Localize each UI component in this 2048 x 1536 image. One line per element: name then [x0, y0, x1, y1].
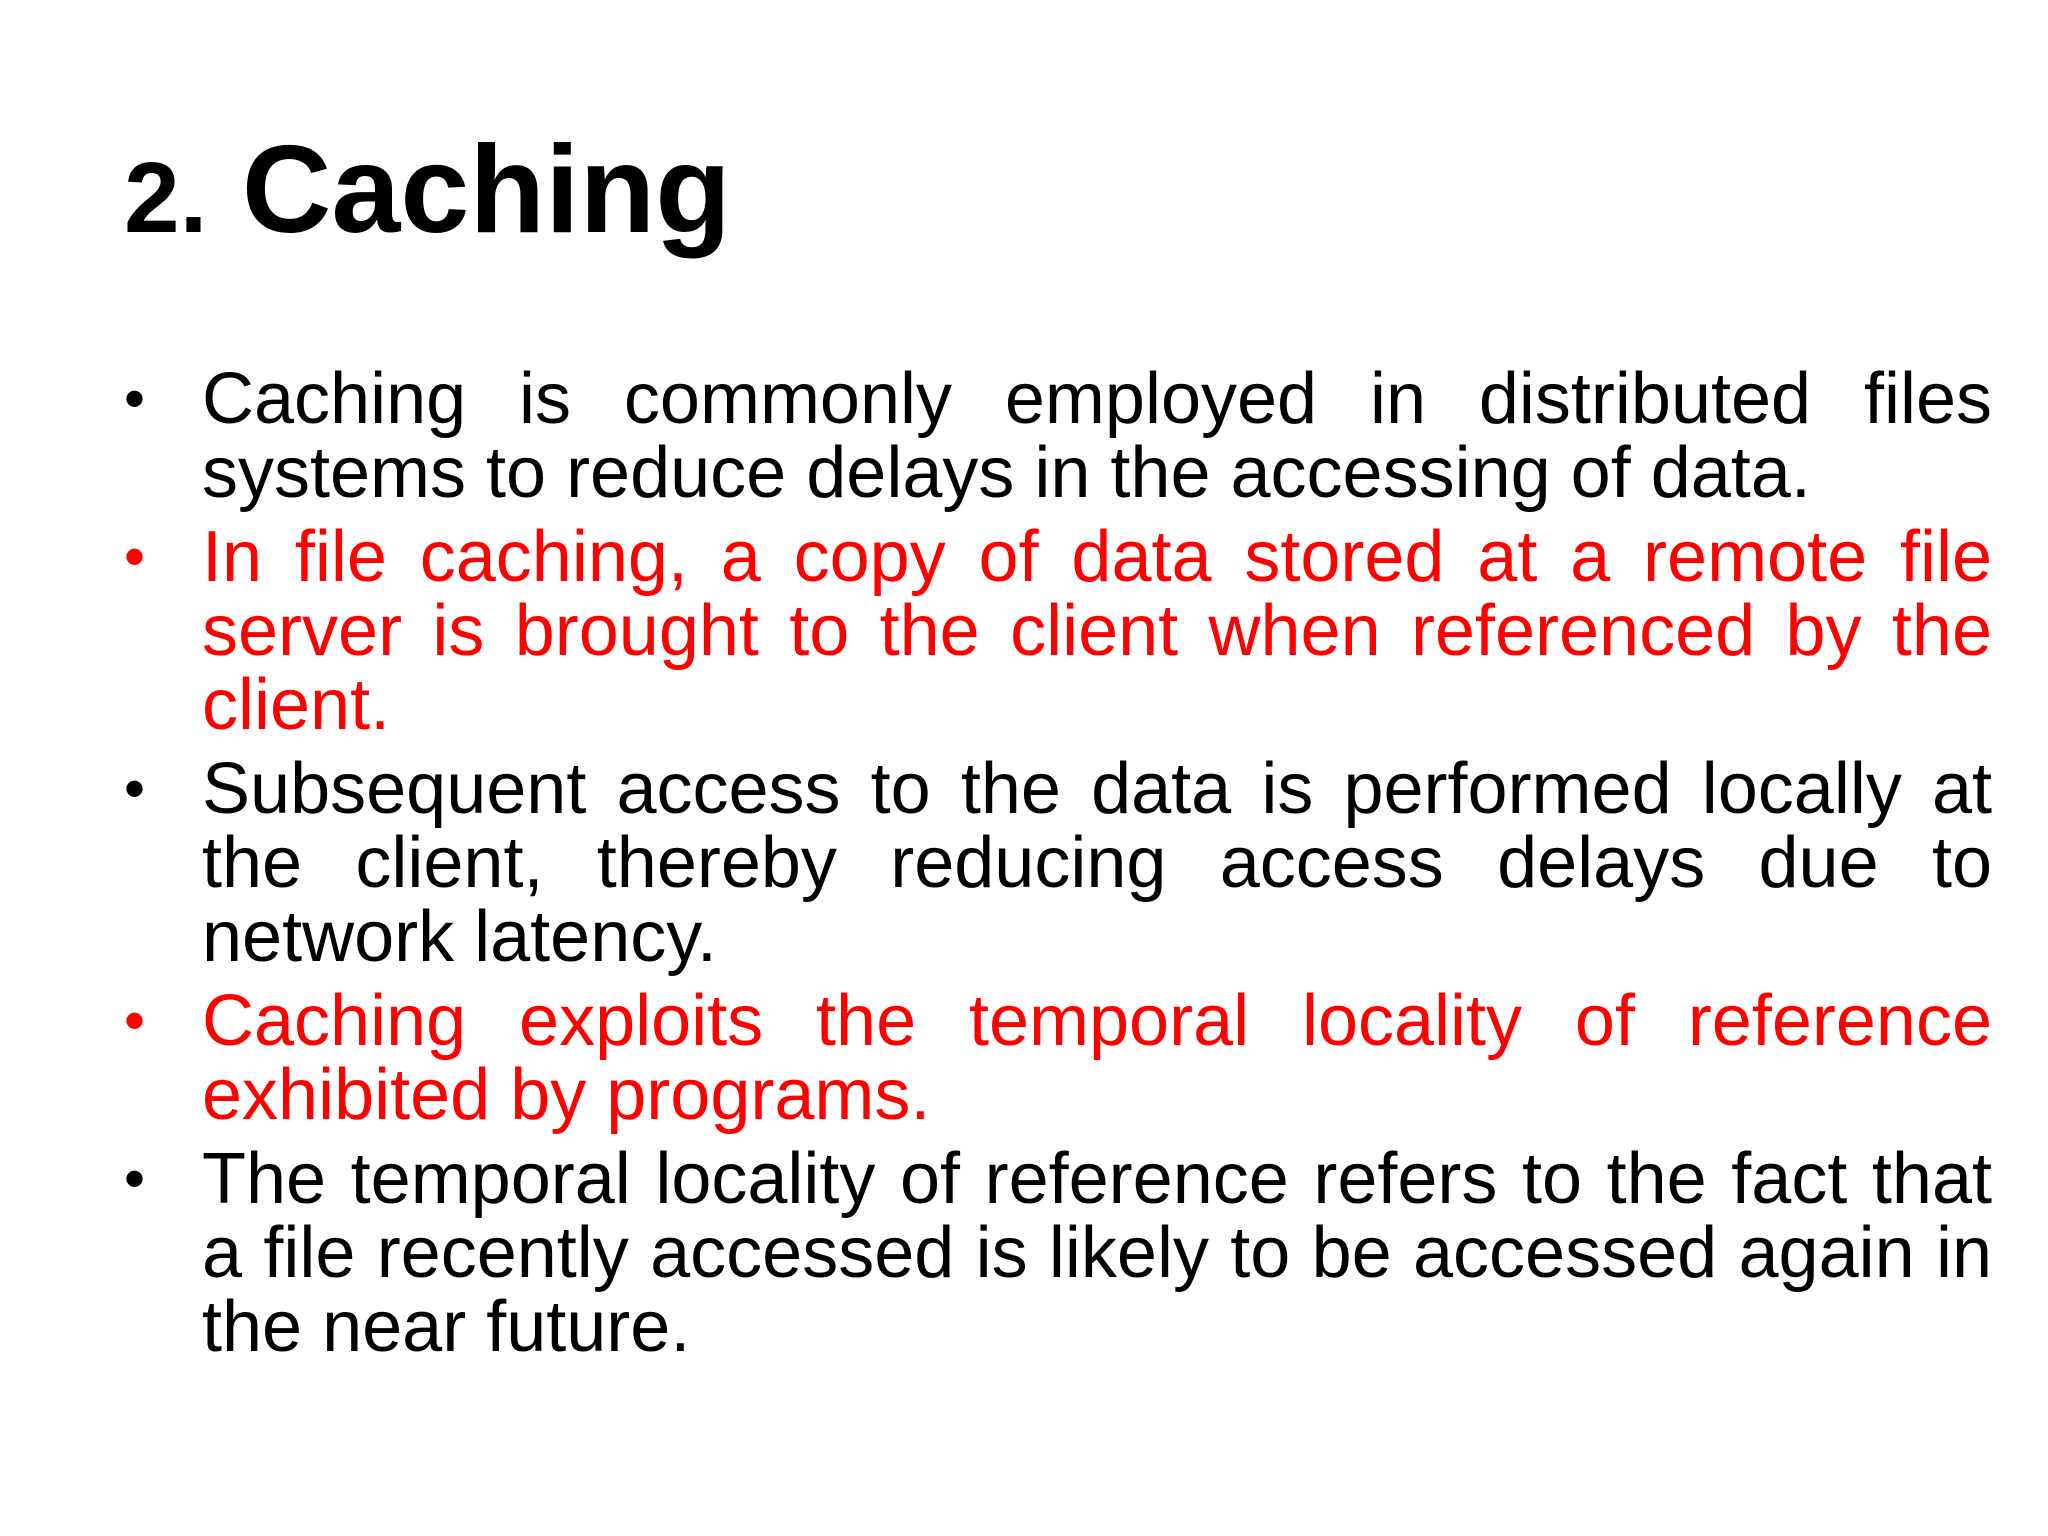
bullet-text-3: Subsequent access to the data is performed locally at the client, thereby reducing access delays due to network latency.: [202, 749, 1992, 977]
bullet-dot-icon: •: [124, 365, 146, 432]
slide-title-number: 2.: [124, 142, 208, 254]
bullet-dot-icon: •: [124, 987, 146, 1054]
bullet-text-4: Caching exploits the temporal locality of reference exhibited by programs.: [202, 981, 1992, 1135]
bullet-list: [124, 359, 1992, 1374]
slide-title: [124, 120, 731, 268]
bullet-dot-icon: •: [124, 523, 146, 590]
bullet-text-2: In file caching, a copy of data stored at a remote file server is brought to the client when referenced by the client.: [202, 517, 1992, 745]
bullet-item-4: [124, 981, 1992, 1135]
bullet-item-1: [124, 359, 1992, 513]
bullet-text-5: The temporal locality of reference refers to the fact that a file recently accessed is likely to be accessed again in the near future.: [202, 1139, 1992, 1367]
bullet-dot-icon: •: [124, 755, 146, 822]
bullet-dot-icon: •: [124, 1145, 146, 1212]
bullet-item-2: [124, 517, 1992, 745]
bullet-item-3: [124, 749, 1992, 977]
bullet-item-5: [124, 1139, 1992, 1367]
bullet-text-1: Caching is commonly employed in distributed files systems to reduce delays in the accessing of data.: [202, 359, 1992, 513]
slide-title-text: Caching: [241, 121, 732, 259]
